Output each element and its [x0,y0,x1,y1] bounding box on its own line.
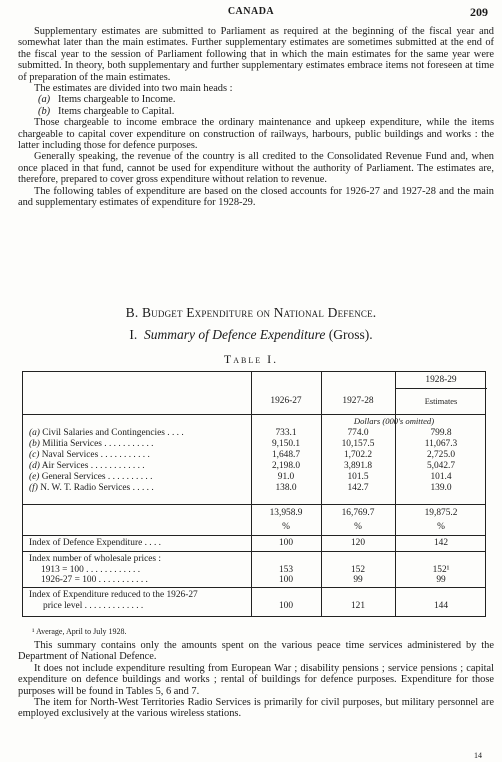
reduced-value: 121 [350,601,366,611]
table-header-rule [23,414,485,415]
reduced-value: 100 [278,601,294,611]
column-header: 1927-28 [342,396,374,406]
column-header: 1928-29 [425,375,457,385]
column-header: 1926-27 [270,396,302,406]
list-key: (b) [38,105,51,117]
units-label: Dollars (000's omitted) [353,416,435,426]
table-rule [23,535,485,536]
subsection-title: Summary of Defence Expenditure [144,327,326,342]
estimates-label: Estimates [424,397,458,406]
reduced-label-cont: price level . . . . . . . . . . . . . [43,601,144,611]
section-heading: B. Budget Expenditure on National Defence. [125,305,377,320]
footnote: ¹ Average, April to July 1928. [32,627,127,636]
paragraph-heads: The estimates are divided into two main heads : [34,83,233,95]
wholesale-label: Index number of wholesale prices : [29,554,161,564]
percent-sign: % [282,522,290,532]
running-header [0,6,502,20]
index-value: 100 [278,538,294,548]
paragraph-income-capital: Those chargeable to income embrace the ordinary maintenance and upkeep expenditure, while the items chargeable to capital cover expenditure on construction of railways, harbours, public buildings and works : the latter including those for defence purposes. [18,117,494,152]
values-1926-27: 733.1 9,150.1 1,648.7 2,198.0 91.0 138.0 [271,428,301,493]
table-row: (b) Militia Services . . . . . . . . . . . [29,439,154,449]
index-value: 120 [350,538,366,548]
total-1928-29: 19,875.2 [424,508,458,518]
list-text: Items chargeable to Capital. [58,105,175,117]
table-row: (c) Naval Services . . . . . . . . . . . [29,450,150,460]
list-text: Items chargeable to Income. [58,94,176,106]
wholesale-value: 100 [278,575,294,585]
percent-sign: % [354,522,362,532]
paragraph-revenue: Generally speaking, the revenue of the country is all credited to the Consolidated Revenue Fund and, when once placed in that fund, cannot be used for expenditure without the authority of Parliament. The estimates are, therefore, prepared to cover gross expenditure without relation to revenue. [18,151,494,186]
subsection-suffix: (Gross). [328,327,373,342]
wholesale-value: 152 [350,565,366,575]
outro-text [18,640,494,720]
wholesale-value: 99 [436,575,446,585]
table-rule [23,551,485,552]
list-key: (a) [38,94,51,106]
subsection-number: I. [129,327,138,342]
paragraph-tables: The following tables of expenditure are based on the closed accounts for 1926-27 and 1927-28 and the main and supplementary estimates of expenditure for 1928-29. [18,185,494,209]
index-value: 142 [433,538,449,548]
table-rule [23,587,485,588]
wholesale-value: 153 [278,565,294,575]
values-1927-28: 774.0 10,157.5 1,702.2 3,891.8 101.5 142.7 [341,428,375,493]
table-row: (d) Air Services . . . . . . . . . . . . [29,461,145,471]
reduced-value: 144 [433,601,449,611]
table-label: Table I. [223,352,279,366]
paragraph-summary: This summary contains only the amounts spent on the various peace time services administered by the Department of National Defence. [18,640,494,663]
list-item [18,106,494,117]
estimates-rule [395,388,487,389]
wholesale-value: 152¹ [432,565,450,575]
wholesale-value: 99 [353,575,363,585]
values-1928-29: 799.8 11,067.3 2,725.0 5,042.7 101.4 139.0 [424,428,458,493]
intro-text [18,26,494,209]
reduced-label: Index of Expenditure reduced to the 1926-27 [29,590,198,600]
table-row: (f) N. W. T. Radio Services . . . . . [29,483,154,493]
wholesale-row-label: 1913 = 100 . . . . . . . . . . . . [41,565,141,575]
paragraph-supplementary: Supplementary estimates are submitted to Parliament as required at the beginning of the fiscal year and somewhat later than the main estimates. Further supplementary estimates are sometimes submitted at the end of the fiscal year to the session of Parliament following that in which the main estimates for the same year were submitted. In theory, both supplementary and further supplementary estimates embrace items not foreseen at time of preparation of the main estimates. [18,26,494,83]
total-1927-28: 16,769.7 [341,508,375,518]
expenditure-table [22,371,486,617]
page-number: 209 [470,5,488,19]
list-item [18,94,494,105]
index-label: Index of Defence Expenditure . . . . [29,538,161,548]
table-rule [23,504,485,505]
percent-sign: % [437,522,445,532]
paragraph-radio: The item for North-West Territories Radio Services is primarily for civil purposes, but military personnel are employed exclusively at the various wireless stations. [18,697,494,720]
running-title: CANADA [227,6,275,17]
wholesale-row-label: 1926-27 = 100 . . . . . . . . . . . [41,575,148,585]
signature-mark: 14 [474,751,482,760]
subsection-heading [0,327,502,343]
table-row: (a) Civil Salaries and Contingencies . . . . [29,428,184,438]
table-row: (e) General Services . . . . . . . . . . [29,472,153,482]
total-1926-27: 13,958.9 [269,508,303,518]
category-rows [29,428,251,494]
paragraph-exclusions: It does not include expenditure resulting from European War ; disability pensions ; service pensions ; capital expenditure on defence buildings and works ; rental of buildings for defence purposes. Expenditure for those purposes will be found in Tables 5, 6 and 7. [18,662,494,697]
